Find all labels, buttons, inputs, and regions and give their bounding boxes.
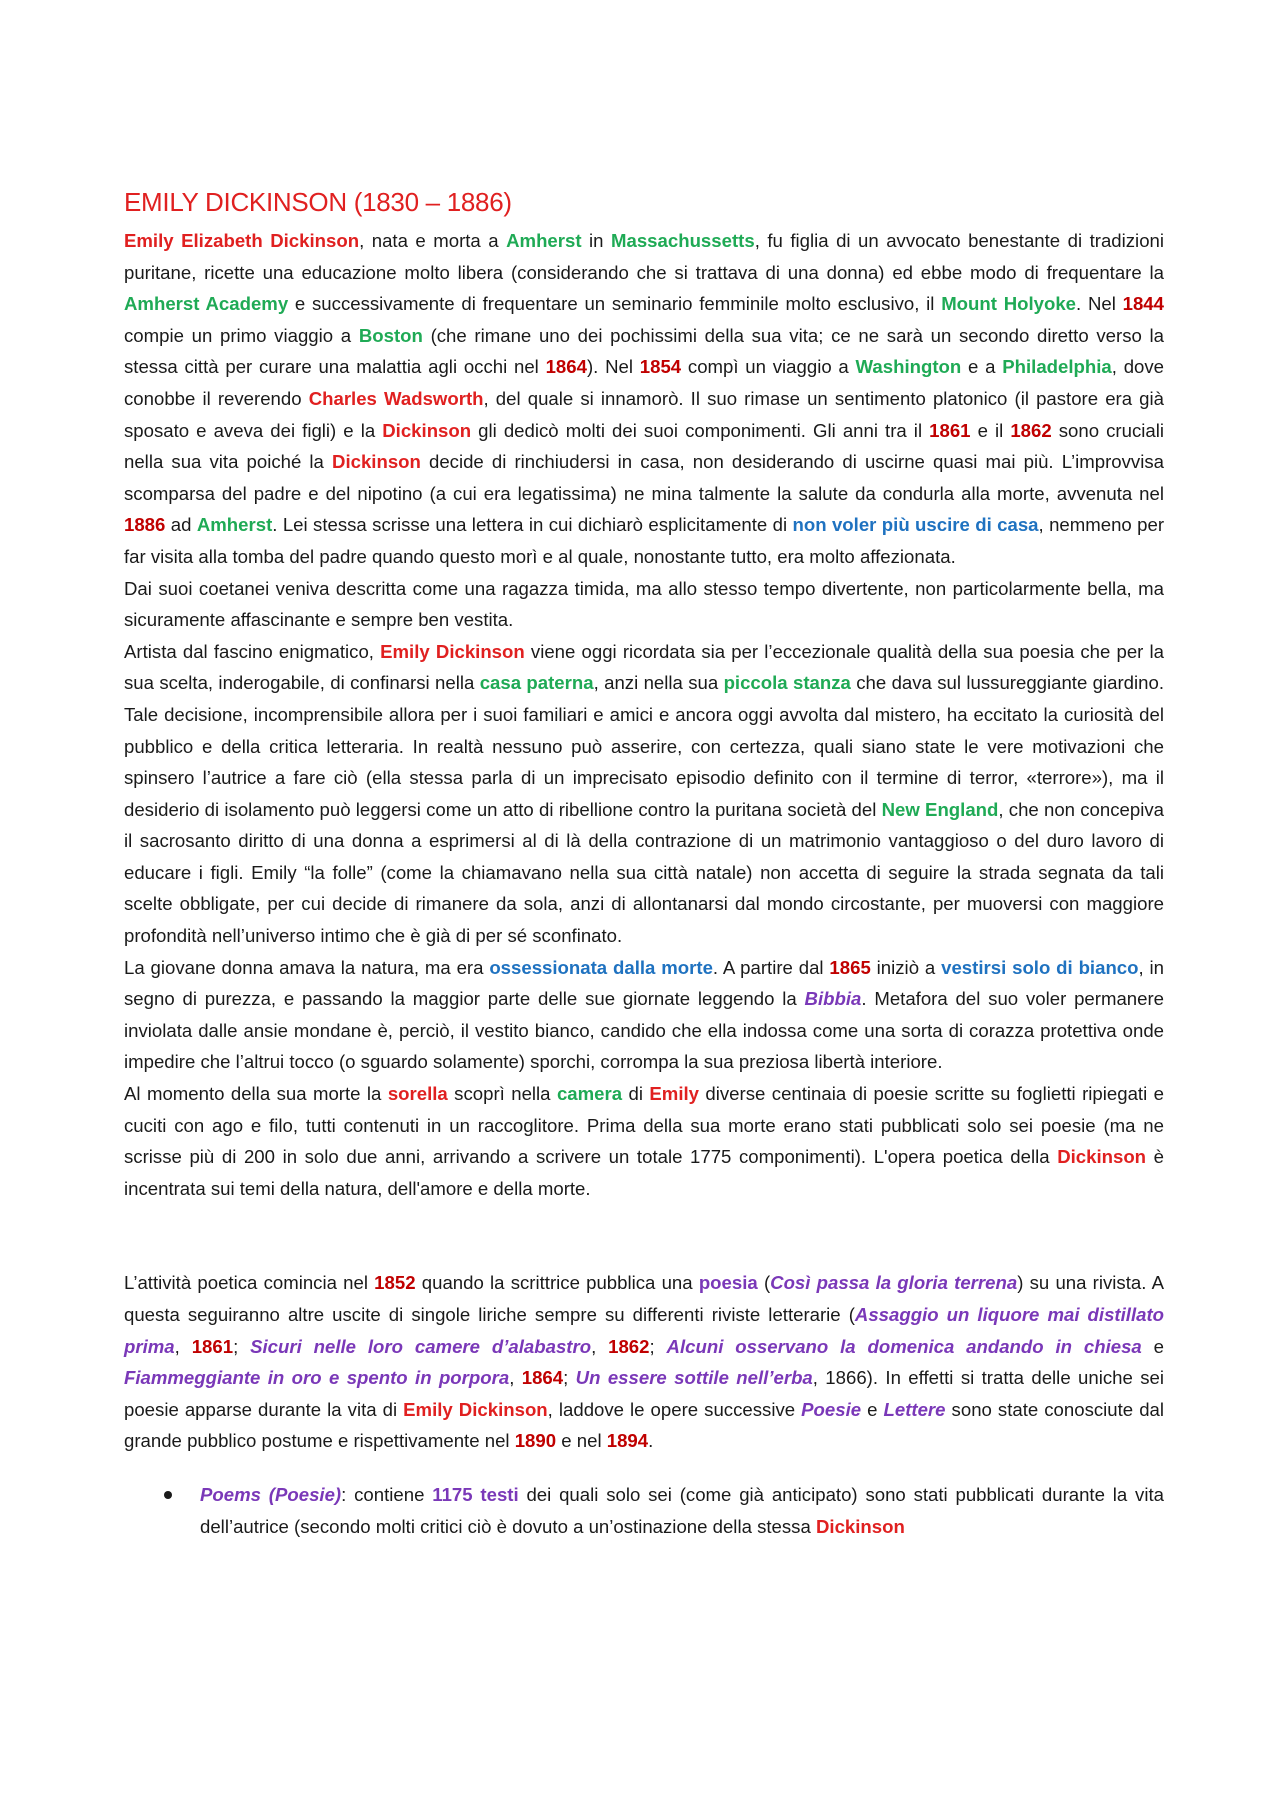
highlight-title: Alcuni osservano la domenica andando in chiesa — [666, 1335, 1142, 1357]
highlight-name: Charles Wadsworth — [308, 387, 484, 409]
highlight-year: 1894 — [606, 1430, 649, 1452]
text-run: . Nel — [1076, 293, 1123, 315]
section-spacer — [124, 1204, 1164, 1267]
text-run: , — [591, 1335, 609, 1357]
highlight-name: Emily Dickinson — [403, 1398, 548, 1420]
highlight-name: Emily Dickinson — [380, 640, 525, 662]
highlight-place: Philadelphia — [1002, 356, 1112, 378]
text-run: e a — [961, 356, 1003, 378]
highlight-title: Lettere — [883, 1398, 946, 1420]
highlight-place: Washington — [855, 356, 962, 378]
highlight-title: Fiammeggiante in oro e spento in porpora — [124, 1367, 510, 1389]
highlight-title: Poems (Poesie) — [200, 1483, 342, 1505]
text-run: : contiene — [341, 1483, 433, 1505]
highlight-year: 1865 — [829, 956, 871, 978]
highlight-place: Boston — [358, 324, 423, 346]
highlight-place: Amherst — [196, 514, 273, 536]
text-run: ). Nel — [586, 356, 640, 378]
text-run: e — [1141, 1335, 1164, 1357]
list-item-text — [200, 1484, 1164, 1537]
highlight-year: 1861 — [929, 419, 971, 441]
text-run: è incentrata sui temi della natura, dell'amore e della morte. — [124, 1146, 1164, 1199]
text-run: . — [648, 1430, 654, 1452]
text-run: che dava sul lussureggiante giardino. Tale decisione, incomprensibile allora per i suoi familiari e amici e ancora oggi avvolta dal mistero, ha eccitato la curiosità del pubblico e della critica letteraria. In realtà nessuno può asserire, con certezza, quali siano state le vere motivazioni che spinsero l’autrice a fare ciò (ella stessa parla di un imprecisato episodio definito con il termine di terror, «terrore»), ma il desiderio di isolamento può leggersi come un atto di ribellione contro la puritana società del — [124, 672, 1165, 820]
text-run: . Lei stessa scrisse una lettera in cui dichiarò esplicitamente di — [272, 514, 793, 536]
highlight-place: Massachussetts — [611, 230, 755, 251]
works-list — [124, 1479, 1164, 1542]
list-item — [200, 1479, 1164, 1542]
highlight-year: 1864 — [521, 1367, 564, 1389]
highlight-name: Dickinson — [815, 1515, 905, 1537]
highlight-year: 1886 — [124, 514, 166, 536]
highlight-year: 1864 — [545, 356, 587, 378]
highlight-place: Mount Holyoke — [941, 293, 1077, 315]
text-run: compie un primo viaggio a — [124, 324, 359, 346]
works-paragraph — [124, 1267, 1164, 1457]
text-run: di — [622, 1083, 650, 1105]
text-run: Al momento della sua morte la — [124, 1083, 388, 1105]
text-run: gli dedicò molti dei suoi componimenti. Gli anni tra il — [471, 419, 930, 441]
text-run: . A partire dal — [712, 956, 830, 978]
highlight-title: Sicuri nelle loro camere d’alabastro — [250, 1335, 592, 1357]
text-run: , dove conobbe il reverendo — [124, 356, 1165, 409]
text-run: decide di rinchiudersi in casa, non desiderando di uscirne quasi mai più. L’improvvisa scomparsa del padre e del nipotino (a cui era legatissima) ne mina talmente la salute da condurla alla morte, avvenuta nel — [124, 451, 1165, 504]
text-run: scoprì nella — [447, 1083, 557, 1105]
highlight-year: 1852 — [374, 1272, 416, 1294]
highlight-phrase: non voler più uscire di casa — [792, 514, 1039, 536]
paragraph — [124, 225, 1164, 573]
highlight-year: 1862 — [1010, 419, 1052, 441]
highlight-phrase: ossessionata dalla morte — [489, 956, 713, 978]
text-run: . Metafora del suo voler permanere inviolata dalle ansie mondane è, perciò, il vestito bianco, candido che ella indossa come una sorta di corazza protettiva onde impedire che l’altrui tocco (o sguardo solamente) sporchi, corrompa la sua preziosa libertà interiore. — [124, 988, 1164, 1073]
highlight-name: Emily Elizabeth Dickinson — [124, 230, 360, 251]
text-run: e nel — [556, 1430, 607, 1452]
highlight-term: poesia — [698, 1272, 758, 1294]
highlight-title: Così passa la gloria terrena — [770, 1272, 1018, 1294]
highlight-place: camera — [556, 1083, 623, 1105]
text-run: compì un viaggio a — [681, 356, 856, 378]
paragraph — [124, 573, 1164, 636]
highlight-place: piccola stanza — [723, 672, 851, 694]
text-run: viene oggi ricordata sia per l’eccezionale qualità della sua poesia che per la sua scelta, inderogabile, di confinarsi nella — [124, 640, 1164, 694]
text-run: sono state conosciute dal grande pubblico postume e rispettivamente nel — [124, 1398, 1165, 1452]
document-page — [124, 183, 1164, 1542]
text-run: Artista dal fascino enigmatico, — [124, 640, 381, 662]
text-run: diverse centinaia di poesie scritte su foglietti ripiegati e cuciti con ago e filo, tutti contenuti in un raccoglitore. Prima della sua morte erano stati pubblicati solo sei poesie (ma ne scrisse più di 200 in solo due anni, arrivando a scrivere un totale 1775 componimenti). L'opera poetica della — [124, 1083, 1164, 1168]
text-run: , anzi nella sua — [593, 672, 724, 694]
paragraph — [124, 636, 1164, 952]
highlight-title: Poesie — [801, 1398, 862, 1420]
highlight-name: Dickinson — [1057, 1146, 1147, 1168]
highlight-year: 1890 — [514, 1430, 557, 1452]
text-run: L’attività poetica comincia nel — [124, 1272, 375, 1294]
text-run: , — [174, 1335, 192, 1357]
highlight-place: New England — [881, 798, 999, 820]
text-run: , 1866). In effetti si tratta delle uniche sei poesie apparse durante la vita di — [124, 1367, 1164, 1420]
highlight-place: Amherst — [506, 230, 582, 251]
document-title: EMILY DICKINSON (1830 – 1886) — [124, 187, 512, 217]
paragraph — [124, 952, 1164, 1078]
highlight-name: Emily — [649, 1083, 699, 1105]
text-run: , nata e morta a — [359, 230, 507, 251]
highlight-title: Assaggio un liquore mai distillato prima — [124, 1304, 1164, 1357]
text-run: e successivamente di frequentare un seminario femminile molto esclusivo, il — [288, 293, 942, 315]
text-run: ; — [563, 1367, 576, 1389]
bullet-icon — [164, 1491, 172, 1499]
highlight-year: 1844 — [1122, 293, 1164, 315]
highlight-year: 1854 — [639, 356, 682, 378]
text-run: , che non concepiva il sacrosanto diritto di una donna a esprimersi al di là della contrazione di un matrimonio vantaggioso o del duro lavoro di educare i figli. Emily “la folle” (come la chiamavano nella sua città natale) non accetta di seguire la strada segnata da tali scelte obbligate, per cui decide di rimanere da sola, anzi di allontanarsi dal mondo circostante, per muoversi con maggiore profondità nell’universo intimo che è già di per sé sconfinato. — [124, 798, 1164, 947]
text-run: iniziò a — [870, 956, 942, 978]
text-run: La giovane donna amava la natura, ma era — [124, 956, 490, 978]
text-run: ad — [165, 514, 197, 536]
text-run: e — [861, 1398, 884, 1420]
text-run: dei quali solo sei (come già anticipato) sono stati pubblicati durante la vita dell’autrice (secondo molti critici ciò è dovuto a un’ostinazione della stessa — [200, 1483, 1164, 1537]
highlight-place: Amherst Academy — [124, 293, 289, 315]
highlight-phrase: vestirsi solo di bianco — [941, 956, 1139, 978]
text-run: , del quale si innamorò. Il suo rimase un sentimento platonico (il pastore era già sposato e aveva dei figli) e la — [124, 387, 1164, 441]
highlight-term: 1175 testi — [432, 1483, 519, 1505]
text-run: in — [581, 230, 612, 251]
text-run: e il — [970, 419, 1011, 441]
highlight-title: Bibbia — [804, 988, 862, 1010]
text-run: ) su una rivista. A questa seguiranno altre uscite di singole liriche sempre su differenti riviste letterarie ( — [124, 1272, 1164, 1325]
text-run: , fu figlia di un avvocato benestante di tradizioni puritane, ricette una educazione molto libera (considerando che si trattava di una donna) ed ebbe modo di frequentare la — [124, 230, 1165, 283]
text-run: , — [509, 1367, 522, 1389]
text-run: , in segno di purezza, e passando la maggior parte delle sue giornate leggendo la — [124, 956, 1165, 1010]
highlight-name: sorella — [387, 1083, 448, 1105]
text-run: ; — [233, 1335, 251, 1357]
highlight-year: 1861 — [191, 1335, 234, 1357]
highlight-name: Dickinson — [332, 451, 421, 473]
text-run: ( — [757, 1272, 771, 1294]
text-run: ; — [649, 1335, 667, 1357]
text-run: sono cruciali nella sua vita poiché la — [124, 419, 1164, 473]
text-run: quando la scrittrice pubblica una — [415, 1272, 699, 1294]
highlight-year: 1862 — [608, 1335, 650, 1357]
text-run: Dai suoi coetanei veniva descritta come una ragazza timida, ma allo stesso tempo divertente, non particolarmente bella, ma sicuramente affascinante e sempre ben vestita. — [124, 577, 1164, 631]
text-run: (che rimane uno dei pochissimi della sua vita; ce ne sarà un secondo diretto verso la stessa città per curare una malattia agli occhi nel — [124, 324, 1164, 378]
highlight-name: Dickinson — [382, 419, 472, 441]
paragraph — [124, 1078, 1164, 1204]
text-run: , nemmeno per far visita alla tomba del padre quando questo morì e al quale, nonostante tutto, era molto affezionata. — [124, 514, 1165, 567]
text-run: , laddove le opere successive — [547, 1398, 802, 1420]
highlight-title: Un essere sottile nell’erba — [575, 1367, 813, 1389]
biography-section — [124, 225, 1164, 1204]
highlight-place: casa paterna — [479, 672, 594, 694]
